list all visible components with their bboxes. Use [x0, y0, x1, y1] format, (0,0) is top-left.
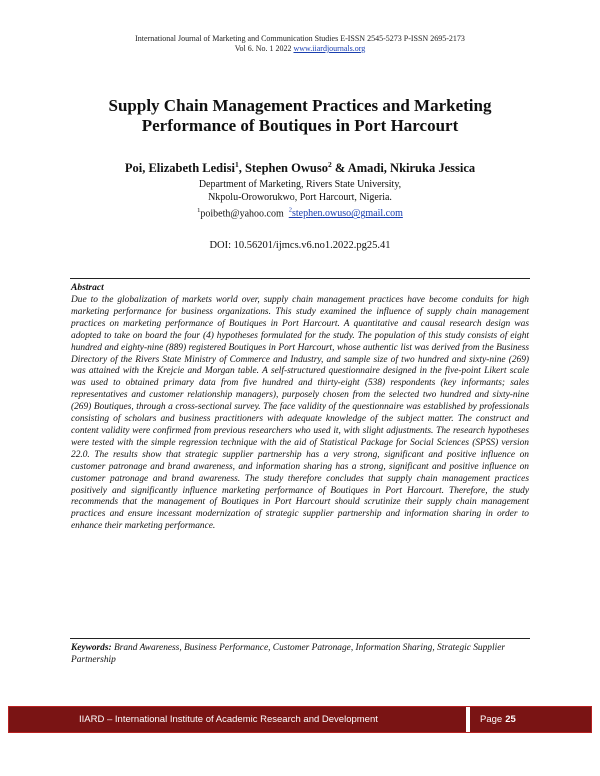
journal-website-link[interactable]: www.iiardjournals.org [293, 44, 366, 53]
page-indicator [470, 707, 591, 732]
publisher-name: IIARD – International Institute of Academic Research and Development [9, 707, 466, 732]
keywords-text: Brand Awareness, Business Performance, Customer Patronage, Information Sharing, Strategic Supplier Partnership [71, 643, 506, 665]
author-2-sup: 2 [327, 160, 332, 169]
page-label: Page [480, 714, 503, 725]
doi: DOI: 10.56201/ijmcs.v6.no1.2022.pg25.41 [209, 240, 391, 251]
volume-text: Vol 6. No. 1 2022 [234, 44, 292, 53]
department: Department of Marketing, Rivers State University, [198, 179, 402, 190]
author-1-sup: 1 [234, 160, 239, 169]
page-footer [8, 706, 592, 733]
abstract-heading: Abstract [71, 283, 104, 293]
address: Nkpolu-Oroworukwo, Port Harcourt, Nigeria. [208, 192, 392, 203]
paper-title: Supply Chain Management Practices and Marketing Performance of Boutiques in Port Harcourt [108, 96, 492, 135]
volume-line [0, 44, 600, 54]
author-list [0, 160, 600, 176]
emails [0, 204, 600, 220]
email-2-link[interactable] [289, 208, 403, 219]
author-2: Stephen Owuso [244, 161, 328, 176]
keywords-label: Keywords: [71, 643, 112, 653]
abstract-bottom-rule [70, 638, 530, 639]
abstract-text: Due to the globalization of markets world over, supply chain management practices have become conduits for high marketing performance for business organizations. This study examined the influence of supply chain management practices on marketing performance of Boutiques in Port Harcourt. A quantitative and causal research design was adopted to take on board the four (4) hypotheses formulated for the study. The population of this study consists of eight hundred and eighty-nine (889) registered Boutiques in Port Harcourt, whose authentic list was derived from the Business Directory of the Rivers State Ministry of Commerce and Industry, and sample size of two hundred and sixty-nine (269) was attained with the Krejcie and Morgan table. A self-structured questionnaire designed in the five-point Likert scale was used to obtained primary data from five hundred and thirty-eight (538) respondents (key informants; sales representatives and customer relationship managers), purposely chosen from the selected two hundred and sixty-nine (269) Boutiques, through a cross-sectional survey. The face validity of the questionnaire was established by professionals consisting of scholars and business practitioners with adequate knowledge of the subject matter. The construct and content validity were confirmed from previous researchers who used it, with slight adjustments. The research hypotheses were tested with the simple regression technique with the aid of Statistical Package for Social Sciences (SPSS) version 22.0. The results show that strategic supplier partnership has a very strong, significant and positive influence on customer patronage and brand awareness, and information sharing has a strong, significant and positive influence on customer patronage and brand awareness. The study therefore concludes that supply chain management practices positively and significantly influence marketing performance of Boutiques in Port Harcourt. Therefore, the study recommends that the management of Boutiques in Port Harcourt should scrutinize their supply chain management practices and ensure incessant modernization of strategic supplier partnership and information sharing in order to enhance their marketing performance. [71, 295, 529, 532]
email-2: stephen.owuso@gmail.com [292, 208, 403, 220]
journal-line: International Journal of Marketing and Communication Studies E-ISSN 2545-5273 P-ISSN 2695-2173 [135, 34, 465, 43]
author-separator: , [238, 161, 245, 176]
keywords [71, 643, 529, 667]
author-3: Amadi, Nkiruka Jessica [347, 161, 476, 176]
abstract-top-rule [70, 278, 530, 279]
email-2-sup: 2 [288, 207, 292, 214]
author-separator: & [331, 161, 348, 176]
author-1: Poi, Elizabeth Ledisi [124, 161, 235, 176]
email-1-sup: 1 [197, 207, 201, 214]
journal-header [0, 34, 600, 54]
email-1: poibeth@yahoo.com [200, 208, 284, 220]
page-number: 25 [505, 714, 516, 725]
affiliation [0, 178, 600, 220]
